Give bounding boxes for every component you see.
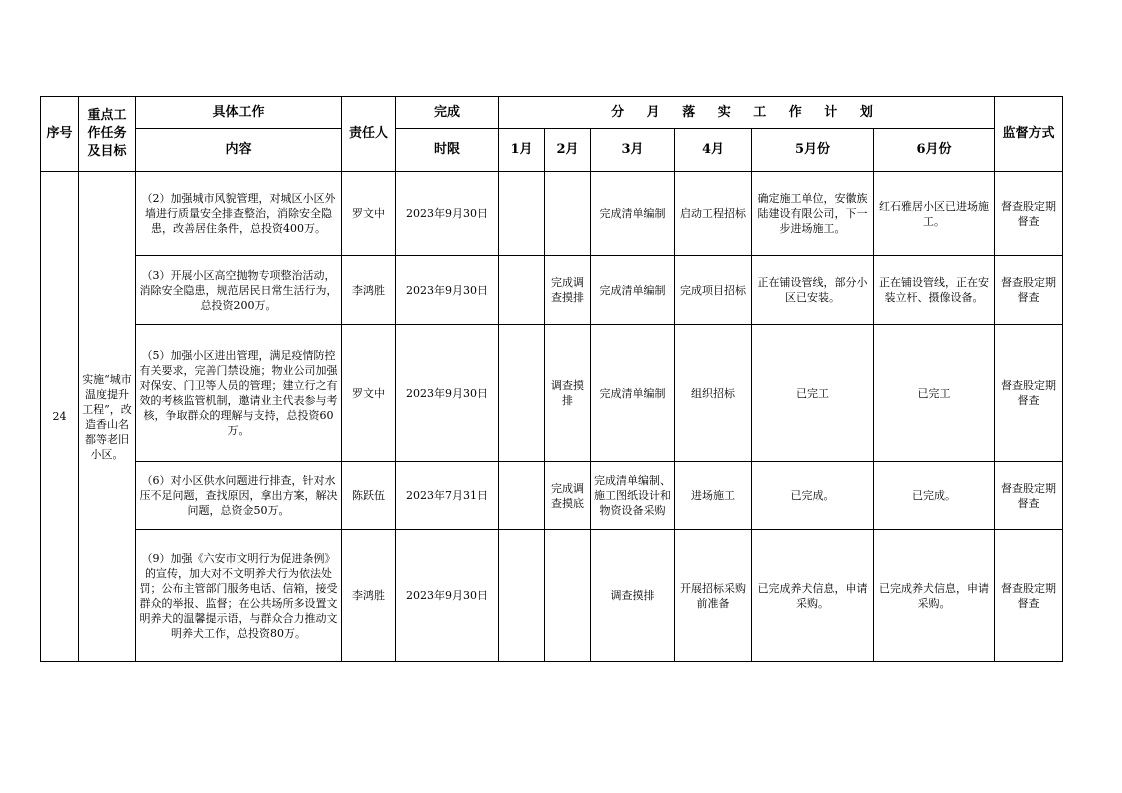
row-deadline: 2023年9月30日 (396, 530, 499, 662)
row-content: （3）开展小区高空抛物专项整治活动，消除安全隐患，规范居民日常生活行为，总投资200万。 (136, 256, 342, 325)
table-row (41, 172, 1063, 256)
row-month-3: 调查摸排 (591, 530, 675, 662)
header-work: 具体工作 (136, 97, 342, 129)
row-month-6: 已完工 (874, 325, 995, 462)
row-deadline: 2023年9月30日 (396, 325, 499, 462)
header-supervision: 监督方式 (995, 97, 1063, 172)
row-responsible: 陈跃伍 (342, 462, 396, 530)
row-month-1 (499, 462, 545, 530)
header-month-3: 3月 (591, 129, 675, 172)
row-month-5: 已完成养犬信息，申请采购。 (752, 530, 874, 662)
header-month-4: 4月 (675, 129, 752, 172)
row-month-1 (499, 256, 545, 325)
row-month-4: 启动工程招标 (675, 172, 752, 256)
row-month-4: 开展招标采购前准备 (675, 530, 752, 662)
row-month-1 (499, 325, 545, 462)
row-month-4: 组织招标 (675, 325, 752, 462)
row-month-3: 完成清单编制、施工图纸设计和物资设备采购 (591, 462, 675, 530)
row-month-5: 已完成。 (752, 462, 874, 530)
row-content: （5）加强小区进出管理，满足疫情防控有关要求，完善门禁设施；物业公司加强对保安、门卫等人员的管理；建立行之有效的考核监管机制，邀请业主代表参与考核，争取群众的理解与支持，总投资60万。 (136, 325, 342, 462)
row-month-3: 完成清单编制 (591, 256, 675, 325)
row-deadline: 2023年7月31日 (396, 462, 499, 530)
header-row-2 (41, 129, 1063, 172)
header-month-1: 1月 (499, 129, 545, 172)
row-month-6: 已完成。 (874, 462, 995, 530)
header-target: 重点工作任务及目标 (79, 97, 136, 172)
header-content: 内容 (136, 129, 342, 172)
table-row (41, 325, 1063, 462)
row-month-4: 完成项目招标 (675, 256, 752, 325)
row-content: （6）对小区供水问题进行排查，针对水压不足问题，查找原因，拿出方案，解决问题，总资金50万。 (136, 462, 342, 530)
row-content: （2）加强城市风貌管理，对城区小区外墙进行质量安全排查整治，消除安全隐患，改善居住条件，总投资400万。 (136, 172, 342, 256)
row-month-2: 调查摸排 (545, 325, 591, 462)
row-month-4: 进场施工 (675, 462, 752, 530)
header-monthly-plan: 分 月 落 实 工 作 计 划 (499, 97, 995, 129)
row-supervision: 督查股定期督查 (995, 172, 1063, 256)
row-month-6: 正在铺设管线，正在安装立杆、摄像设备。 (874, 256, 995, 325)
row-month-6: 红石雅居小区已进场施工。 (874, 172, 995, 256)
group-target: 实施“城市温度提升工程”，改造香山名都等老旧小区。 (79, 172, 136, 662)
row-responsible: 罗文中 (342, 325, 396, 462)
row-month-6: 已完成养犬信息，申请采购。 (874, 530, 995, 662)
row-supervision: 督查股定期督查 (995, 530, 1063, 662)
row-month-3: 完成清单编制 (591, 325, 675, 462)
row-supervision: 督查股定期督查 (995, 462, 1063, 530)
header-deadline-bottom: 时限 (396, 129, 499, 172)
row-month-2: 完成调查摸排 (545, 256, 591, 325)
table-row (41, 256, 1063, 325)
header-month-5: 5月份 (752, 129, 874, 172)
row-responsible: 李鸿胜 (342, 530, 396, 662)
row-month-2: 完成调查摸底 (545, 462, 591, 530)
row-responsible: 罗文中 (342, 172, 396, 256)
header-responsible: 责任人 (342, 97, 396, 172)
row-responsible: 李鸿胜 (342, 256, 396, 325)
row-deadline: 2023年9月30日 (396, 256, 499, 325)
work-plan-table (40, 96, 1063, 662)
row-month-5: 确定施工单位，安徽族陆建设有限公司，下一步进场施工。 (752, 172, 874, 256)
row-supervision: 督查股定期督查 (995, 325, 1063, 462)
table-row (41, 530, 1063, 662)
row-month-2 (545, 530, 591, 662)
row-month-5: 已完工 (752, 325, 874, 462)
header-month-6: 6月份 (874, 129, 995, 172)
header-deadline-top: 完成 (396, 97, 499, 129)
group-seq: 24 (41, 172, 79, 662)
row-supervision: 督查股定期督查 (995, 256, 1063, 325)
row-month-3: 完成清单编制 (591, 172, 675, 256)
header-row-1 (41, 97, 1063, 129)
header-month-2: 2月 (545, 129, 591, 172)
row-month-2 (545, 172, 591, 256)
row-content: （9）加强《六安市文明行为促进条例》的宣传，加大对不文明养犬行为依法处罚；公布主管部门服务电话、信箱，接受群众的举报、监督；在公共场所多设置文明养犬的温馨提示语，与群众合力推动文明养犬工作，总投资80万。 (136, 530, 342, 662)
row-deadline: 2023年9月30日 (396, 172, 499, 256)
row-month-1 (499, 172, 545, 256)
row-month-5: 正在铺设管线，部分小区已安装。 (752, 256, 874, 325)
row-month-1 (499, 530, 545, 662)
header-seq: 序号 (41, 97, 79, 172)
table-row (41, 462, 1063, 530)
